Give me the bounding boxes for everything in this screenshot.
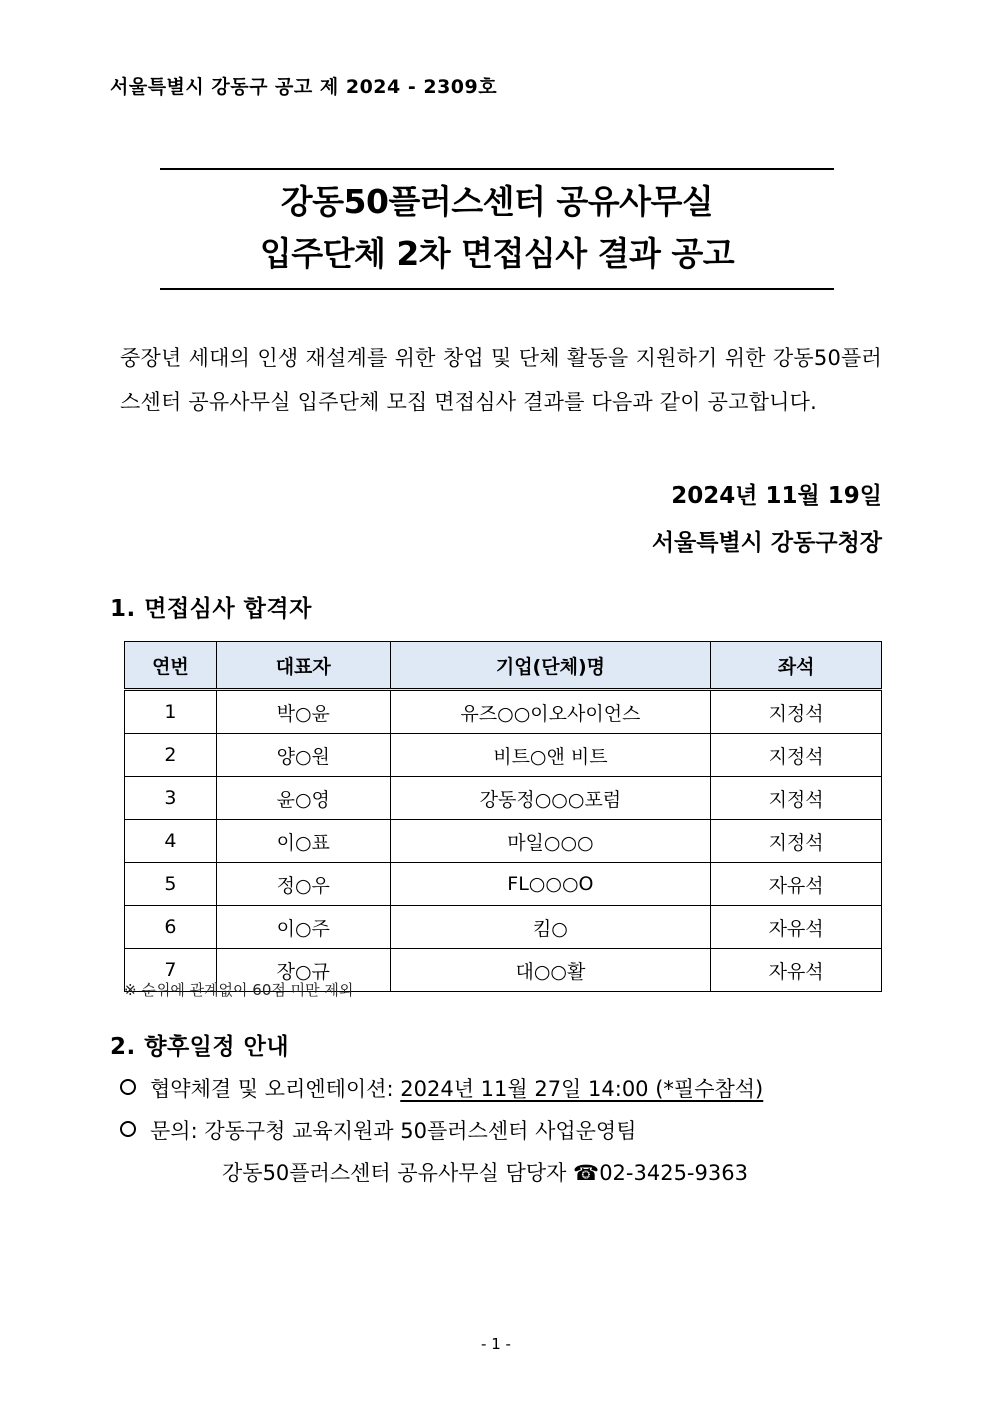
inquiry-text: 문의: 강동구청 교육지원과 50플러스센터 사업운영팀: [150, 1119, 637, 1143]
announcement-date: 2024년 11월 19일: [671, 483, 882, 509]
schedule-item-agreement: [120, 1073, 763, 1103]
table-cell: 지정석: [711, 734, 882, 777]
column-header: 연번: [125, 642, 217, 690]
column-header: 기업(단체)명: [390, 642, 711, 690]
table-cell: 이○주: [216, 906, 390, 949]
table-cell: 3: [125, 777, 217, 820]
schedule-label: 협약체결 및 오리엔테이션:: [150, 1077, 401, 1101]
schedule-item-inquiry: [120, 1115, 637, 1145]
table-cell: 4: [125, 820, 217, 863]
table-row: [125, 863, 882, 906]
notice-number: 서울특별시 강동구 공고 제 2024 - 2309호: [110, 76, 498, 98]
title-line-2: 입주단체 2차 면접심사 결과 공고: [259, 234, 735, 273]
table-cell: 정○우: [216, 863, 390, 906]
table-cell: 2: [125, 734, 217, 777]
section1-heading: 1. 면접심사 합격자: [110, 596, 312, 622]
schedule-value: 2024년 11월 27일 14:00 (*필수참석): [400, 1077, 764, 1101]
title-box: [160, 168, 834, 290]
page-number: - 1 -: [481, 1335, 511, 1353]
table-cell: 자유석: [711, 906, 882, 949]
table-footnote: ※ 순위에 관계없이 60점 미만 제외: [124, 981, 354, 999]
table-cell: 유즈○○이오사이언스: [390, 690, 711, 734]
table-row: [125, 734, 882, 777]
table-cell: 윤○영: [216, 777, 390, 820]
table-header-row: [125, 642, 882, 690]
table-cell: 강동정○○○포럼: [390, 777, 711, 820]
table-cell: 자유석: [711, 863, 882, 906]
issuer: 서울특별시 강동구청장: [651, 530, 882, 556]
table-cell: 지정석: [711, 820, 882, 863]
table-cell: 1: [125, 690, 217, 734]
table-cell: 지정석: [711, 777, 882, 820]
table-row: [125, 690, 882, 734]
table-cell: 킴○: [390, 906, 711, 949]
table-cell: 대○○활: [390, 949, 711, 992]
table-cell: 마일○○○: [390, 820, 711, 863]
table-cell: 박○윤: [216, 690, 390, 734]
table-row: [125, 906, 882, 949]
contact-line: 강동50플러스센터 공유사무실 담당자 ☎02-3425-9363: [222, 1161, 748, 1185]
table-cell: 장○규: [216, 949, 390, 992]
table-row: [125, 777, 882, 820]
table-cell: 비트○앤 비트: [390, 734, 711, 777]
table-cell: 7: [125, 949, 217, 992]
circle-bullet-icon: [120, 1121, 136, 1137]
title-line-1: 강동50플러스센터 공유사무실: [280, 182, 714, 221]
circle-bullet-icon: [120, 1079, 136, 1095]
section2-heading: 2. 향후일정 안내: [110, 1034, 290, 1060]
table-cell: 양○원: [216, 734, 390, 777]
column-header: 좌석: [711, 642, 882, 690]
intro-paragraph: 중장년 세대의 인생 재설계를 위한 창업 및 단체 활동을 지원하기 위한 강동50플러스센터 공유사무실 입주단체 모집 면접심사 결과를 다음과 같이 공고합니다.: [120, 346, 882, 414]
column-header: 대표자: [216, 642, 390, 690]
table-cell: 5: [125, 863, 217, 906]
results-table: [124, 641, 882, 992]
table-cell: FL○○○O: [390, 863, 711, 906]
table-cell: 이○표: [216, 820, 390, 863]
table-cell: 6: [125, 906, 217, 949]
table-cell: 자유석: [711, 949, 882, 992]
table-cell: 지정석: [711, 690, 882, 734]
table-row: [125, 820, 882, 863]
